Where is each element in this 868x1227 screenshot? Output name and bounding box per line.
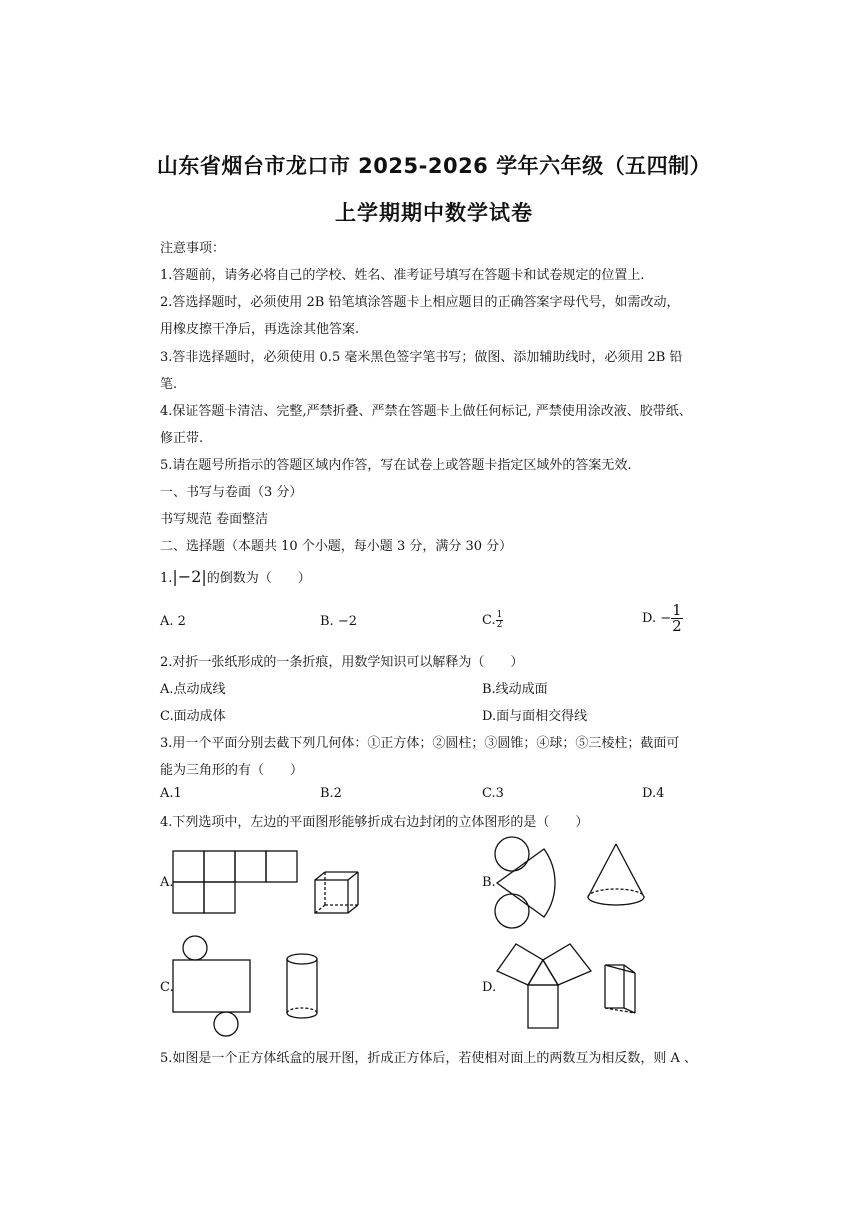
q1-option-d-label: D. − xyxy=(642,611,672,626)
q4-a-cube-figure xyxy=(313,870,361,916)
section2-heading: 二、选择题（本题共 10 个小题，每小题 3 分，满分 30 分） xyxy=(160,539,513,554)
q2-option-b: B.线动成面 xyxy=(482,682,548,697)
q3-stem-line1: 3.用一个平面分别去截下列几何体：①正方体；②圆柱；③圆锥；④球；⑤三棱柱；截面可 xyxy=(160,736,680,751)
q4-option-b-label: B. xyxy=(482,875,496,890)
q4-b-cone-figure xyxy=(585,842,647,910)
q1-option-c-fraction xyxy=(496,611,504,630)
q2-option-a: A.点动成线 xyxy=(160,682,226,697)
q4-b-net-figure xyxy=(494,835,564,931)
note-2-line1: 2.答选择题时，必须使用 2B 铅笔填涂答题卡上相应题目的正确答案字母代号，如需改动， xyxy=(160,295,680,310)
q3-option-b: B.2 xyxy=(320,786,342,801)
q1-stem: 的倒数为（ ） xyxy=(206,571,311,586)
q1-option-c xyxy=(482,611,503,630)
q4-option-c-label: C. xyxy=(160,980,174,995)
q5-stem: 5.如图是一个正方体纸盒的展开图，折成正方体后，若使相对面上的两数互为相反数，则 A 、 xyxy=(160,1051,698,1066)
q1-option-d-fraction xyxy=(671,603,683,634)
note-4-line1: 4.保证答题卡清洁、完整,严禁折叠、严禁在答题卡上做任何标记, 严禁使用涂改液、胶带纸、 xyxy=(160,404,692,419)
q3-option-d: D.4 xyxy=(642,786,665,801)
q1-option-b: B. −2 xyxy=(320,614,357,629)
q4-stem: 4.下列选项中，左边的平面图形能够折成右边封闭的立体图形的是（ ） xyxy=(160,815,589,830)
section1-body: 书写规范 卷面整洁 xyxy=(160,512,269,527)
q1-number: 1. xyxy=(160,571,173,586)
q4-c-cylinder-figure xyxy=(283,951,321,1023)
q3-stem-line2: 能为三角形的有（ ） xyxy=(160,763,304,778)
q4-option-d-label: D. xyxy=(482,980,497,995)
note-3-line2: 笔. xyxy=(160,377,178,392)
exam-title-line1: 山东省烟台市龙口市 2025-2026 学年六年级（五四制） xyxy=(156,154,712,178)
note-3-line1: 3.答非选择题时，必须使用 0.5 毫米黑色签字笔书写；做图、添加辅助线时，必须用 2B 铅 xyxy=(160,350,683,365)
q4-c-net-figure xyxy=(170,935,254,1037)
q3-option-c: C.3 xyxy=(482,786,504,801)
q2-stem: 2.对折一张纸形成的一条折痕，用数学知识可以解释为（ ） xyxy=(160,655,524,670)
question-1 xyxy=(160,567,311,586)
q4-a-net-figure xyxy=(170,849,300,915)
q4-d-net-figure xyxy=(494,941,594,1031)
q2-option-d: D.面与面相交得线 xyxy=(482,709,588,724)
q1-abs-expression: |−2| xyxy=(172,567,207,586)
q1-d-denominator: 2 xyxy=(672,617,682,635)
q1-option-a: A. 2 xyxy=(160,614,186,629)
note-2-line2: 用橡皮擦干净后，再选涂其他答案. xyxy=(160,322,360,337)
note-1: 1.答题前，请务必将自己的学校、姓名、准考证号填写在答题卡和试卷规定的位置上. xyxy=(160,268,645,283)
note-5: 5.请在题号所指示的答题区域内作答，写在试卷上或答题卡指定区域外的答案无效. xyxy=(160,458,632,473)
q2-option-c: C.面动成体 xyxy=(160,709,226,724)
note-4-line2: 修正带. xyxy=(160,431,204,446)
q1-c-numerator: 1 xyxy=(496,610,503,620)
q1-d-numerator: 1 xyxy=(672,601,682,619)
q1-option-c-label: C. xyxy=(482,613,496,628)
section1-heading: 一、书写与卷面（3 分） xyxy=(160,485,303,500)
q3-option-a: A.1 xyxy=(160,786,182,801)
notes-heading: 注意事项： xyxy=(160,241,226,256)
q4-d-prism-figure xyxy=(600,961,640,1017)
q1-option-d xyxy=(642,603,683,634)
q4-option-a-label: A. xyxy=(160,875,174,890)
q1-c-denominator: 2 xyxy=(496,620,503,630)
exam-title-line2: 上学期期中数学试卷 xyxy=(335,201,533,225)
